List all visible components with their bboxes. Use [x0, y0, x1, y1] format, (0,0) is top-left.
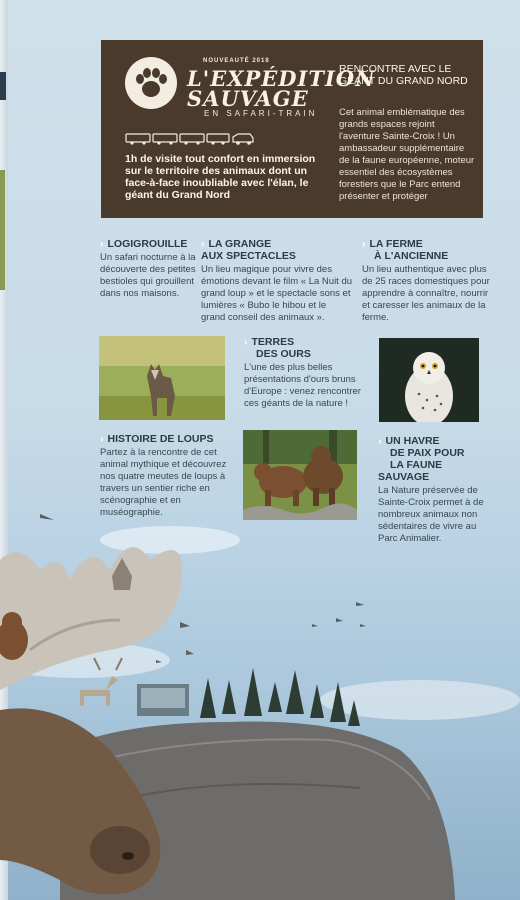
section-title: › LOGIGROUILLE: [100, 238, 188, 250]
chevron-icon: ›: [100, 238, 104, 250]
section-title: › LA GRANGE AUX SPECTACLES: [201, 238, 296, 262]
wolf-photo: [99, 336, 225, 420]
chevron-icon: ›: [201, 238, 205, 250]
section-title: › UN HAVRE DE PAIX POUR LA FAUNE SAUVAGE: [378, 435, 465, 483]
moose-scene-illustration: [0, 500, 520, 900]
train-icon: [125, 131, 255, 145]
section-text: L'une des plus belles présentations d'ours bruns d'Europe : venez rencontrer ces géants de la nature !: [244, 362, 361, 409]
promo-title-line1: L'EXPÉDITION: [187, 66, 376, 91]
section-title: › LA FERME À L'ANCIENNE: [362, 238, 449, 262]
section-text: Un safari nocturne à la découverte des petites bestioles qui grouillent dans nos maisons.: [100, 252, 196, 299]
promo-subtitle: EN SAFARI-TRAIN: [204, 109, 318, 118]
snowy-owl-photo: [379, 338, 479, 422]
safari-train-promo: [101, 40, 483, 218]
promo-description: 1h de visite tout confort en immersion sur le territoire des animaux dont un face-à-face inoubliable avec l'élan, le géant du Grand Nord: [125, 153, 316, 201]
section-grange: [201, 238, 353, 324]
section-title: › HISTOIRE DE LOUPS: [100, 433, 214, 445]
chevron-icon: ›: [378, 435, 382, 447]
promo-title-line2: SAUVAGE: [187, 86, 309, 111]
section-title: › TERRES DES OURS: [244, 336, 311, 360]
paw-icon: [125, 57, 177, 109]
page-edge-mark: [0, 72, 6, 100]
chevron-icon: ›: [244, 336, 248, 348]
section-text: La Nature préservée de Sainte-Croix permet à de nombreux animaux non sédentaires de vivre au Parc Animalier.: [378, 485, 484, 544]
promo-right-title: RENCONTRE AVEC LE GÉANT DU GRAND NORD: [339, 63, 468, 87]
section-ferme: [362, 238, 492, 324]
page-edge-photo: [0, 170, 5, 290]
new-badge: NOUVEAUTÉ 2018: [203, 58, 270, 64]
section-ours: [244, 336, 370, 410]
chevron-icon: ›: [362, 238, 366, 250]
section-text: Partez à la rencontre de cet animal mythique et découvrez nos quatre meutes de loups à travers un sentier riche en scénographie et en muséographie.: [100, 447, 227, 518]
section-text: Un lieu magique pour vivre des émotions devant le film « La Nuit du grand loup » et le spectacle sons et lumières « Bubo le hibou et le grand conseil des animaux ».: [201, 264, 353, 323]
section-logigrouille: [100, 238, 200, 300]
promo-right-text: Cet animal emblématique des grands espaces rejoint l'aventure Sainte-Croix ! Un ambassadeur supplémentaire de la faune européenne, moteur essentiel des écosystèmes forestiers que le Parc entend présenter et protéger: [339, 107, 475, 202]
section-text: Un lieu authentique avec plus de 25 races domestiques pour apprendre à connaître, nourrir et caresser les animaux de la ferme.: [362, 264, 490, 323]
chevron-icon: ›: [100, 433, 104, 445]
